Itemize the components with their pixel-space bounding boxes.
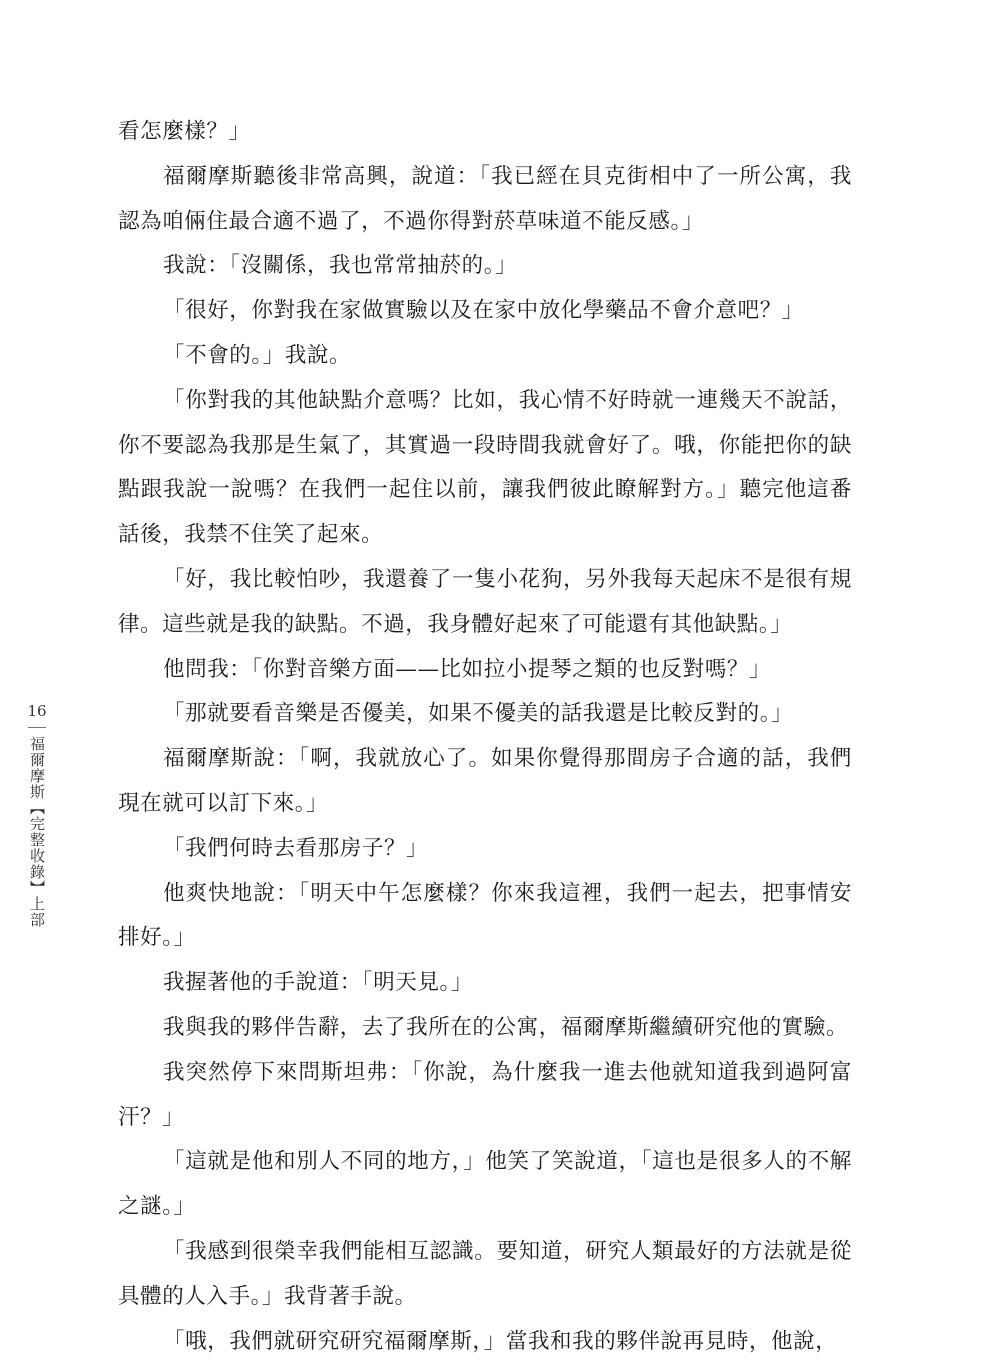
page-margin-info [22, 702, 52, 928]
paragraph: 「哦，我們就研究研究福爾摩斯，」當我和我的夥伴說再見時，他說， [163, 1328, 838, 1354]
page-number: 16 [27, 702, 47, 720]
page-body [118, 110, 852, 1364]
paragraph: 「我感到很榮幸我們能相互認識。要知道，研究人類最好的方法就是從具體的人入手。」我背著手說。 [118, 1238, 852, 1309]
paragraph: 福爾摩斯說：「啊，我就放心了。如果你覺得那間房子合適的話，我們現在就可以訂下來。」 [118, 746, 852, 816]
paragraph: 「這就是他和別人不同的地方，」他笑了笑說道，「這也是很多人的不解之謎。」 [118, 1149, 852, 1220]
paragraph: 我與我的夥伴告辭，去了我所在的公寓，福爾摩斯繼續研究他的實驗。 [163, 1014, 849, 1040]
paragraph: 「好，我比較怕吵，我還養了一隻小花狗，另外我每天起床不是很有規律。這些就是我的缺點。不過，我身體好起來了可能還有其他缺點。」 [118, 566, 852, 637]
paragraph: 我說：「沒關係，我也常常抽菸的。」 [163, 253, 518, 279]
paragraph: 我突然停下來問斯坦弗：「你說，為什麼我一進去他就知道我到過阿富汗？」 [118, 1059, 852, 1130]
paragraph: 「我們何時去看那房子？」 [163, 835, 429, 861]
paragraph: 我握著他的手說道：「明天見。」 [163, 970, 474, 996]
paragraph: 「那就要看音樂是否優美，如果不優美的話我還是比較反對的。」 [163, 701, 794, 727]
paragraph: 福爾摩斯聽後非常高興，說道：「我已經在貝克街相中了一所公寓，我認為咱倆住最合適不過了，不過你得對菸草味道不能反感。」 [118, 163, 852, 234]
paragraph: 他爽快地說：「明天中午怎麼樣？你來我這裡，我們一起去，把事情安排好。」 [118, 880, 852, 951]
paragraph: 「你對我的其他缺點介意嗎？比如，我心情不好時就一連幾天不說話，你不要認為我那是生氣了，其實過一段時間我就會好了。哦，你能把你的缺點跟我說一說嗎？在我們一起住以前，讓我們彼此瞭解對方。」聽完他這番話後，我禁不住笑了起來。 [118, 387, 852, 548]
paragraph: 「不會的。」我說。 [163, 342, 352, 368]
margin-divider [28, 727, 46, 728]
paragraph: 他問我：「你對音樂方面——比如拉小提琴之類的也反對嗎？」 [163, 656, 772, 682]
running-title: 福爾摩斯【完整收錄】上部 [28, 736, 46, 928]
paragraph: 「很好，你對我在家做實驗以及在家中放化學藥品不會介意吧？」 [163, 298, 804, 324]
paragraph-continuation: 看怎麼樣？」 [118, 119, 251, 144]
